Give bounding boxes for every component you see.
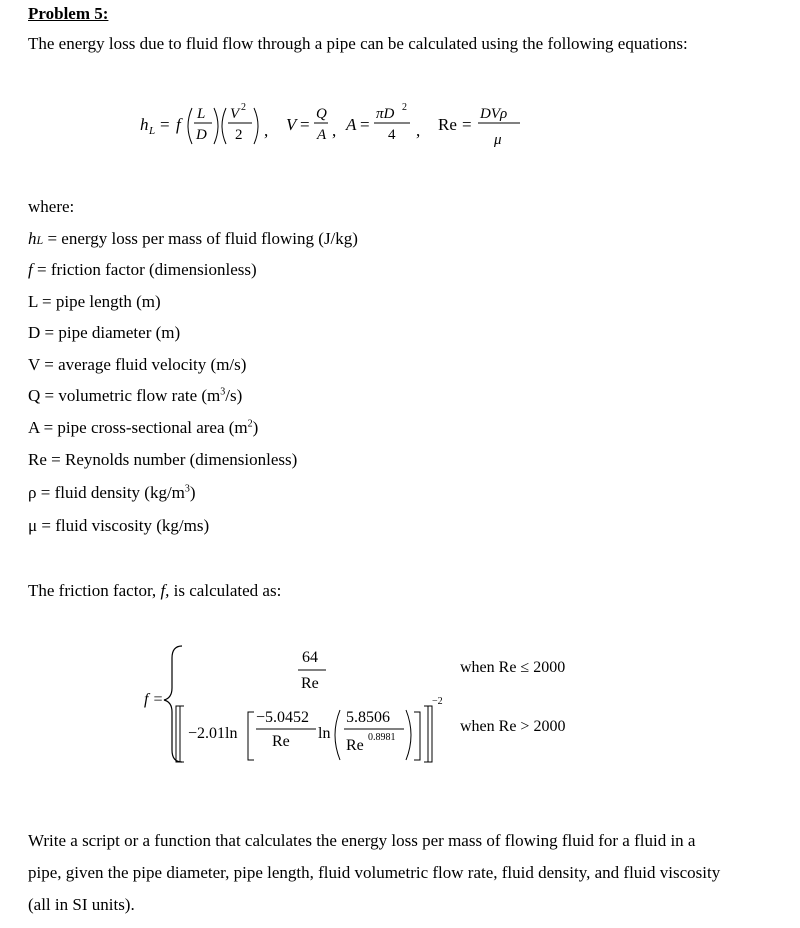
pw-c1-cond: when Re ≤ 2000 <box>460 659 566 676</box>
eq-Q: Q <box>316 106 327 122</box>
eq-D: D <box>196 127 207 143</box>
eq-hl-sub: L <box>149 125 156 137</box>
pw-c1-den: Re <box>301 675 319 692</box>
task-line-3: (all in SI units). <box>28 895 135 914</box>
pw-c2-ln: ln <box>318 725 331 742</box>
eq-f: f <box>176 115 181 134</box>
eq-piD2: πD <box>376 106 395 122</box>
eq-mu: μ <box>494 132 502 148</box>
def-mu: μ = fluid viscosity (kg/ms) <box>28 516 210 535</box>
def-hl: hL = energy loss per mass of fluid flowing (J/kg) <box>28 229 358 248</box>
problem-title: Problem 5: <box>28 4 109 23</box>
eq-V2: V <box>230 106 240 122</box>
eq-four: 4 <box>388 127 396 143</box>
eq-V-lhs: V <box>286 115 297 134</box>
pw-c2-inner-den: Re <box>346 737 364 754</box>
eq-Re-lhs: Re <box>438 115 457 134</box>
pw-c2-num: −5.0452 <box>256 709 310 726</box>
svg-text:,: , <box>332 121 337 140</box>
task-line-1: Write a script or a function that calculates the energy loss per mass of flowing fluid for a fluid in a <box>28 831 696 850</box>
eq-L: L <box>197 106 206 122</box>
friction-intro: The friction factor, f, is calculated as: <box>28 581 282 600</box>
eq-A-lhs: A <box>346 115 357 134</box>
eq-piD2-exp: 2 <box>402 102 407 113</box>
pw-c2-exp: −2 <box>432 696 443 707</box>
pw-f: f = <box>144 691 164 708</box>
def-rho: ρ = fluid density $(kg/m^3)$ <box>28 483 196 502</box>
pw-c2-den: Re <box>272 733 290 750</box>
eq-V2-exp: 2 <box>241 102 246 113</box>
def-V: V = average fluid velocity (m/s) <box>28 355 247 374</box>
svg-text:=: = <box>462 115 472 134</box>
problem-intro: The energy loss due to fluid flow through a pipe can be calculated using the following equations: <box>28 34 688 53</box>
def-f: f = friction factor (dimensionless) <box>28 260 257 279</box>
where-label: where: <box>28 197 75 216</box>
def-A: A = pipe cross-sectional area $(m^2)$ <box>28 418 259 437</box>
svg-text:=: = <box>300 115 310 134</box>
eq-DVrho: DVρ <box>480 106 508 122</box>
eq-A: A <box>317 127 327 143</box>
def-Re: Re = Reynolds number (dimensionless) <box>28 450 298 469</box>
friction-piecewise <box>140 640 620 770</box>
def-Q: Q = volumetric flow rate $(m^3/s)$ <box>28 386 243 405</box>
pw-c2-coef: −2.01ln <box>188 725 238 742</box>
svg-text:,: , <box>416 121 421 140</box>
pw-c2-inner-num: 5.8506 <box>346 709 390 726</box>
eq-hl-lhs: h <box>140 115 149 134</box>
def-L: L = pipe length (m) <box>28 292 161 311</box>
energy-equations <box>120 92 540 162</box>
eq-two: 2 <box>235 127 243 143</box>
pw-c1-num: 64 <box>302 649 318 666</box>
svg-text:,: , <box>264 121 269 140</box>
pw-c2-inner-exp: 0.8981 <box>368 732 396 743</box>
svg-text:=: = <box>360 115 370 134</box>
task-line-2: pipe, given the pipe diameter, pipe length, fluid volumetric flow rate, fluid density, and fluid viscosity <box>28 863 721 882</box>
def-D: D = pipe diameter (m) <box>28 323 181 342</box>
svg-text:=: = <box>160 115 170 134</box>
pw-c2-cond: when Re > 2000 <box>460 718 566 735</box>
